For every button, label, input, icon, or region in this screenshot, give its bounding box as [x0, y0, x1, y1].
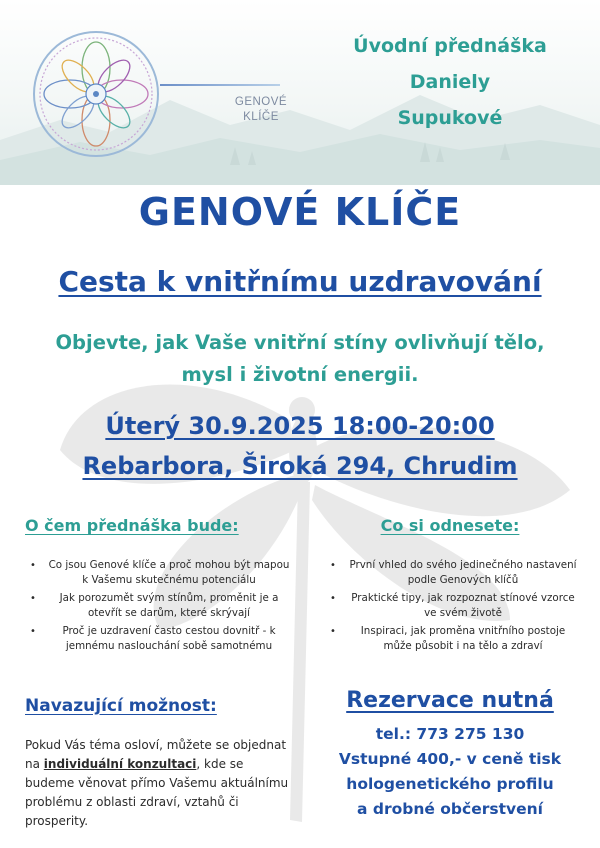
consultation-highlight: individuální konzultaci — [43, 757, 197, 771]
logo-divider-line — [160, 84, 280, 86]
left-section-title — [25, 516, 239, 535]
left-bullet-list — [30, 558, 292, 657]
header-band — [0, 0, 600, 185]
logo-line-2: KLÍČE — [243, 111, 279, 123]
genove-klice-logo-mandala — [30, 28, 162, 160]
intro-line-1: Úvodní přednáška — [353, 35, 547, 57]
event-date: Úterý 30.9.2025 18:00-20:00 — [105, 412, 495, 440]
price-line-1: Vstupné 400,- v ceně tisk — [338, 750, 562, 768]
followup-title-text: Navazující možnost: — [25, 696, 217, 716]
intro-line-3: Supukové — [397, 107, 503, 129]
page-title: GENOVÉ KLÍČE — [138, 190, 462, 234]
intro-line-2: Daniely — [409, 71, 491, 93]
lead-line-2: mysl i životní energii. — [181, 363, 419, 386]
price-line-3: a drobné občerstvení — [357, 800, 543, 818]
right-bullet-list — [330, 558, 580, 657]
right-section-title — [300, 516, 600, 535]
price-line-2: hologenetického profilu — [346, 775, 554, 793]
list-item: • Proč je uzdravení často cestou dovnitř - k jemnému naslouchání sobě samotnému — [30, 624, 292, 654]
list-item: • Jak porozumět svým stínům, proměnit je a otevřít se darům, které skrývají — [30, 591, 292, 621]
list-item: • Praktické tipy, jak rozpoznat stínové vzorce ve svém životě — [330, 591, 580, 621]
logo-line-1: GENOVÉ — [234, 96, 288, 108]
lead-line-1: Objevte, jak Vaše vnitřní stíny ovlivňují tělo, — [55, 331, 545, 354]
list-item: • Co jsou Genové klíče a proč mohou být mapou k Vašemu skutečnému potenciálu — [30, 558, 292, 588]
followup-text-end: , kde se budeme věnovat přímo Vašemu aktuálnímu problému z oblasti zdraví, vztahů či prosperity. — [25, 757, 289, 828]
left-section-title-text: O čem přednáška bude: — [25, 516, 239, 535]
reservation-title-text: Rezervace nutná — [346, 688, 554, 713]
reservation-details — [305, 722, 595, 822]
intro-lecture-heading — [300, 28, 600, 136]
reservation-title — [300, 688, 600, 713]
event-info — [0, 406, 600, 486]
lead-paragraph — [20, 327, 580, 391]
list-item: • Inspiraci, jak proměna vnitřního postoje může působit i na tělo a zdraví — [330, 624, 580, 654]
right-section-title-text: Co si odnesete: — [380, 516, 520, 535]
logo-wordmark — [226, 95, 296, 125]
list-item: • První vhled do svého jedinečného nastavení podle Genových klíčů — [330, 558, 580, 588]
followup-title — [25, 696, 217, 716]
event-place: Rebarbora, Široká 294, Chrudim — [82, 452, 518, 480]
followup-paragraph — [25, 736, 295, 831]
followup-text-start: Pokud Vás téma osloví, můžete se objednat na — [25, 738, 287, 771]
page-subtitle — [0, 265, 600, 298]
reservation-phone: tel.: 773 275 130 — [375, 725, 525, 743]
subtitle-text: Cesta k vnitřnímu uzdravování — [58, 265, 542, 298]
